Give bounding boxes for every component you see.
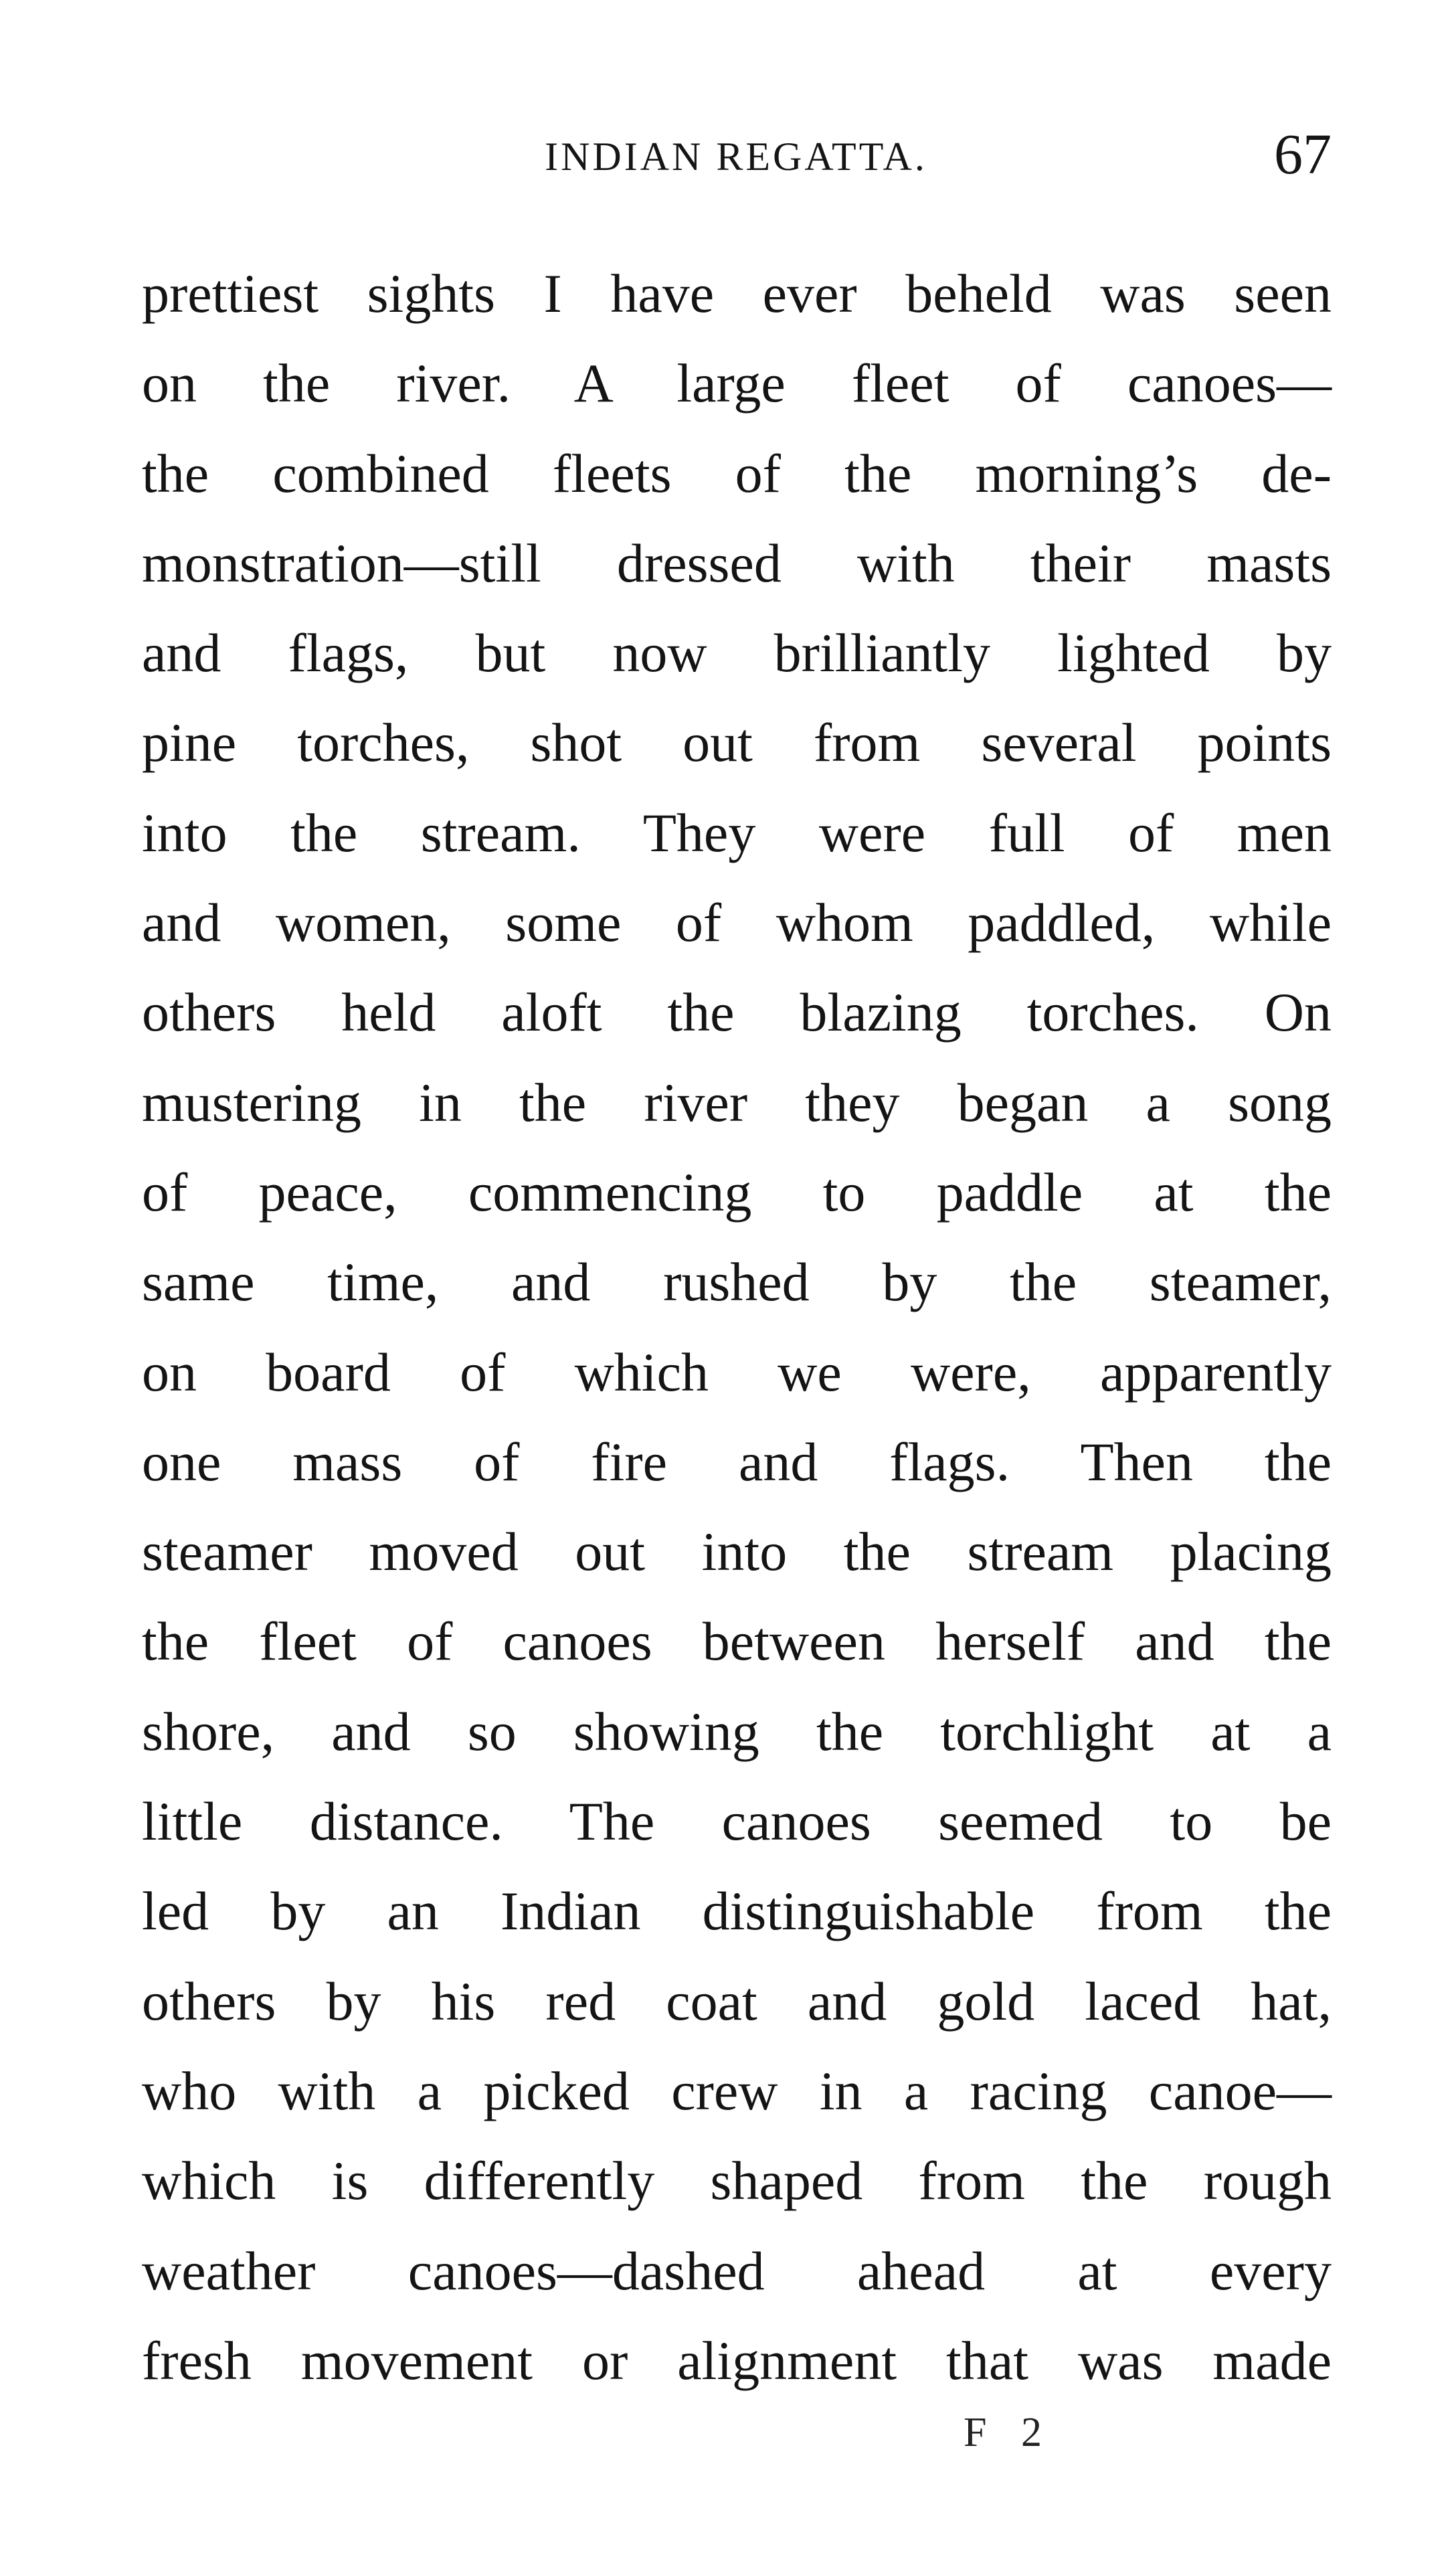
text-line: steamer moved out into the stream placing [142, 1521, 1332, 1583]
text-line: others held aloft the blazing torches. On [142, 982, 1332, 1043]
text-line: mustering in the river they began a song [142, 1071, 1332, 1133]
text-line: shore, and so showing the torchlight at a [142, 1700, 1332, 1762]
body-text [142, 249, 1332, 2406]
text-line: fresh movement or alignment that was made [142, 2329, 1332, 2391]
text-line: on board of which we were, apparently [142, 1341, 1332, 1403]
text-line: of peace, commencing to paddle at the [142, 1161, 1332, 1223]
text-line: one mass of fire and flags. Then the [142, 1431, 1332, 1492]
text-line: weather canoes—dashed ahead at every [142, 2240, 1332, 2301]
text-line: little distance. The canoes seemed to be [142, 1791, 1332, 1852]
signature-mark: F 2 [964, 2410, 1054, 2455]
running-title: INDIAN REGATTA. [545, 135, 927, 179]
text-line: the fleet of canoes between herself and the [142, 1611, 1332, 1672]
text-line: and women, some of whom paddled, while [142, 892, 1332, 954]
text-line: on the river. A large fleet of canoes— [142, 353, 1332, 414]
text-line: into the stream. They were full of men [142, 802, 1332, 863]
text-line: the combined fleets of the morning’s de- [142, 442, 1332, 504]
running-head [141, 120, 1332, 194]
text-line: same time, and rushed by the steamer, [142, 1251, 1332, 1313]
text-line: others by his red coat and gold laced hat, [142, 1970, 1332, 2032]
page-number: 67 [1274, 122, 1332, 186]
text-line: led by an Indian distinguishable from the [142, 1880, 1332, 1942]
text-line: pine torches, shot out from several points [142, 712, 1332, 774]
text-line: which is differently shaped from the rough [142, 2150, 1332, 2212]
text-line: prettiest sights I have ever beheld was seen [142, 263, 1332, 324]
text-line: monstration—still dressed with their masts [142, 532, 1332, 594]
text-line: who with a picked crew in a racing canoe— [142, 2060, 1332, 2121]
text-line: and flags, but now brilliantly lighted by [142, 622, 1332, 684]
